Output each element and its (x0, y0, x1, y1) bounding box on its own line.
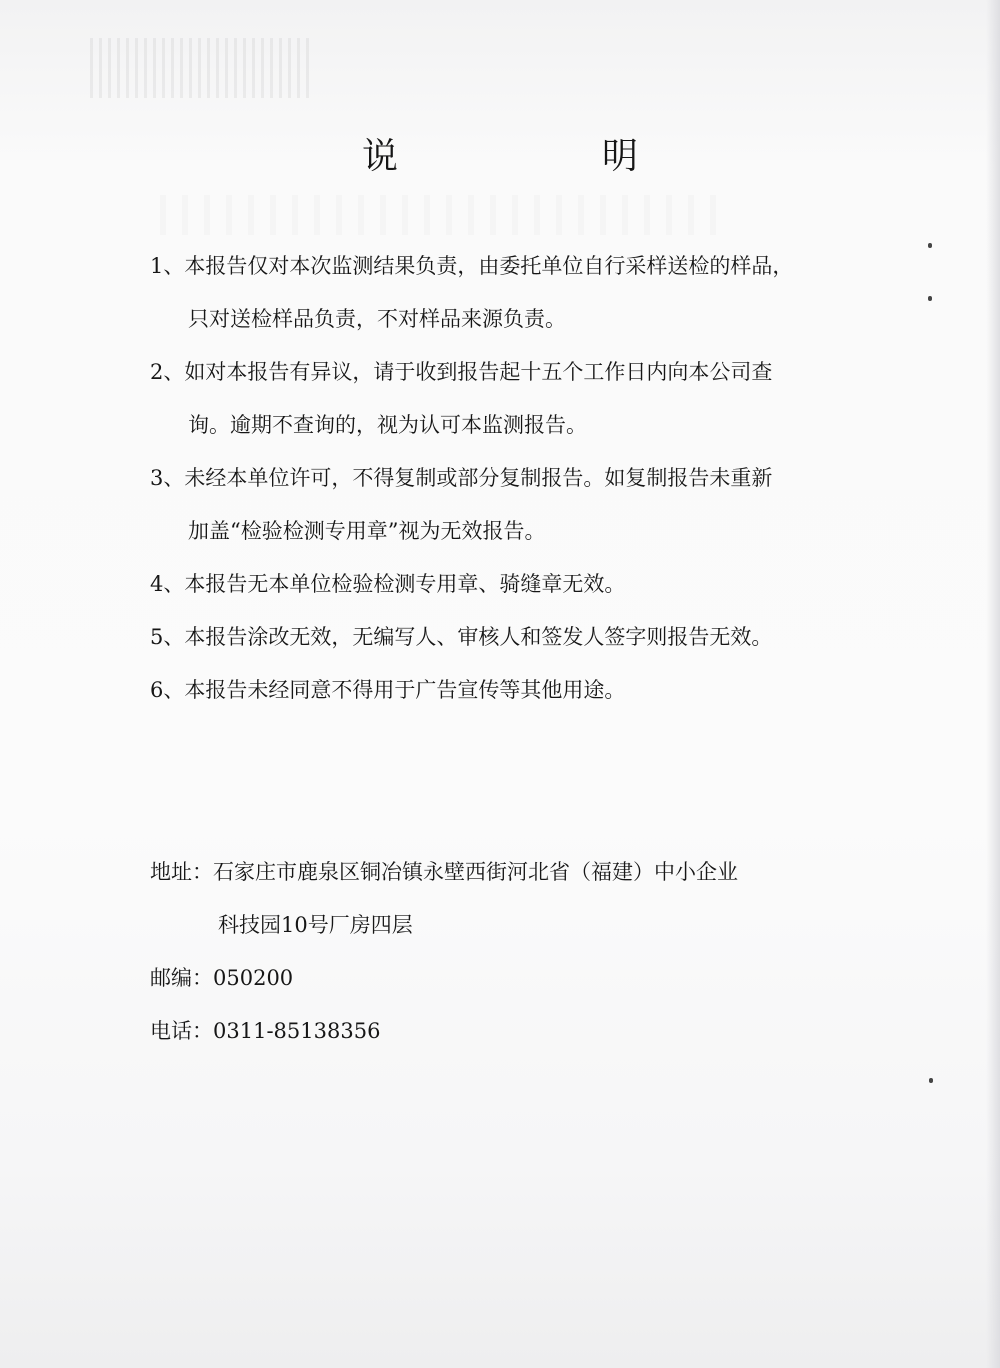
note-text: 3、未经本单位许可，不得复制或部分复制报告。如复制报告未重新 (150, 466, 773, 490)
scan-bleed-through (90, 38, 310, 98)
note-text: 5、本报告涂改无效，无编写人、审核人和签发人签字则报告无效。 (150, 625, 773, 649)
page-title: 说 明 (361, 136, 722, 177)
address (150, 850, 850, 956)
phone: 电话：0311-85138356 (150, 1019, 381, 1043)
note-item-6 (150, 664, 850, 717)
note-item-4 (150, 558, 850, 611)
postcode: 邮编：050200 (150, 966, 294, 990)
note-text: 6、本报告未经同意不得用于广告宣传等其他用途。 (150, 678, 626, 702)
address-line: 地址：石家庄市鹿泉区铜冶镇永壁西街河北省（福建）中小企业 (150, 860, 738, 884)
address-line-continued: 科技园10号厂房四层 (218, 913, 413, 937)
scan-speck (928, 243, 932, 248)
note-text-continued: 询。逾期不查询的，视为认可本监测报告。 (188, 413, 587, 437)
note-text: 4、本报告无本单位检验检测专用章、骑缝章无效。 (150, 572, 626, 596)
note-text-continued: 只对送检样品负责，不对样品来源负责。 (188, 307, 566, 331)
note-item-1 (150, 240, 850, 346)
note-text: 1、本报告仅对本次监测结果负责，由委托单位自行采样送检的样品， (150, 254, 794, 278)
note-item-5 (150, 611, 850, 664)
scan-speck (929, 1078, 933, 1083)
note-text-continued: 加盖“检验检测专用章”视为无效报告。 (188, 519, 546, 543)
note-item-3 (150, 452, 850, 558)
scan-bleed-through (160, 195, 720, 235)
scan-speck (928, 296, 932, 301)
note-text: 2、如对本报告有异议，请于收到报告起十五个工作日内向本公司查 (150, 360, 773, 384)
contact-block (150, 850, 850, 1062)
notes-list (150, 240, 850, 717)
page-edge-shadow (986, 0, 1000, 1368)
note-item-2 (150, 346, 850, 452)
